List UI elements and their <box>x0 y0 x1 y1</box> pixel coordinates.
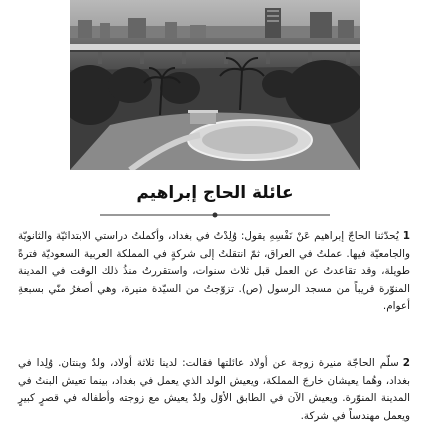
article-title: عائلة الحاج إبراهيم <box>136 183 294 203</box>
paragraph-number: 1 <box>402 230 410 242</box>
paragraph-text: يُحدّثنا الحاجّ إبراهيم عَنْ نَفْسِهِ يقول: وُلِدْتُ في بغداد، وأكملتُ دراستي الابتدائيّة والثانويّة والجامعيّة فيها. عملتُ في العراق، ثمّ انتقلتُ إلى شركةٍ في المملكة العربية السعوديّة فترةً طويلة، وقد تقاعدتُ عن العمل قبل ثلاث سنوات، واستقررتُ منذُ ذلك الوقت في المدينة المنوّرة قريباً من مسجد الرسول (ص). تزوّجتُ من السيّدة منيرة، وهي أصغرُ منّي بسبعةِ أعوام. <box>18 230 410 312</box>
city-river-bridge-photo <box>70 0 360 170</box>
paragraph-number: 2 <box>402 357 410 369</box>
paragraph-text: سلّم الحاجّة منيرة زوجة عن أولاد عائلتها فقالت: لدينا ثلاثة أولاد، ولدٌ وبنتان. وُلِدا في بغداد، وهُما يعيشان خارجَ المملكة، ويعيش الولد الذي يعمل في بغداد، بينما تعيش البنتُ في المدينة المنوّرة. ويعيش الآن في الطابق الأوّل ولدٌ يعيش مع زوجته وأطفاله في قصرٍ كبيرٍ ويعمل مهندساً في شركة. <box>18 357 410 422</box>
title-ornament <box>0 210 430 220</box>
paragraph-1 <box>18 228 410 316</box>
paragraph-2 <box>18 355 410 425</box>
